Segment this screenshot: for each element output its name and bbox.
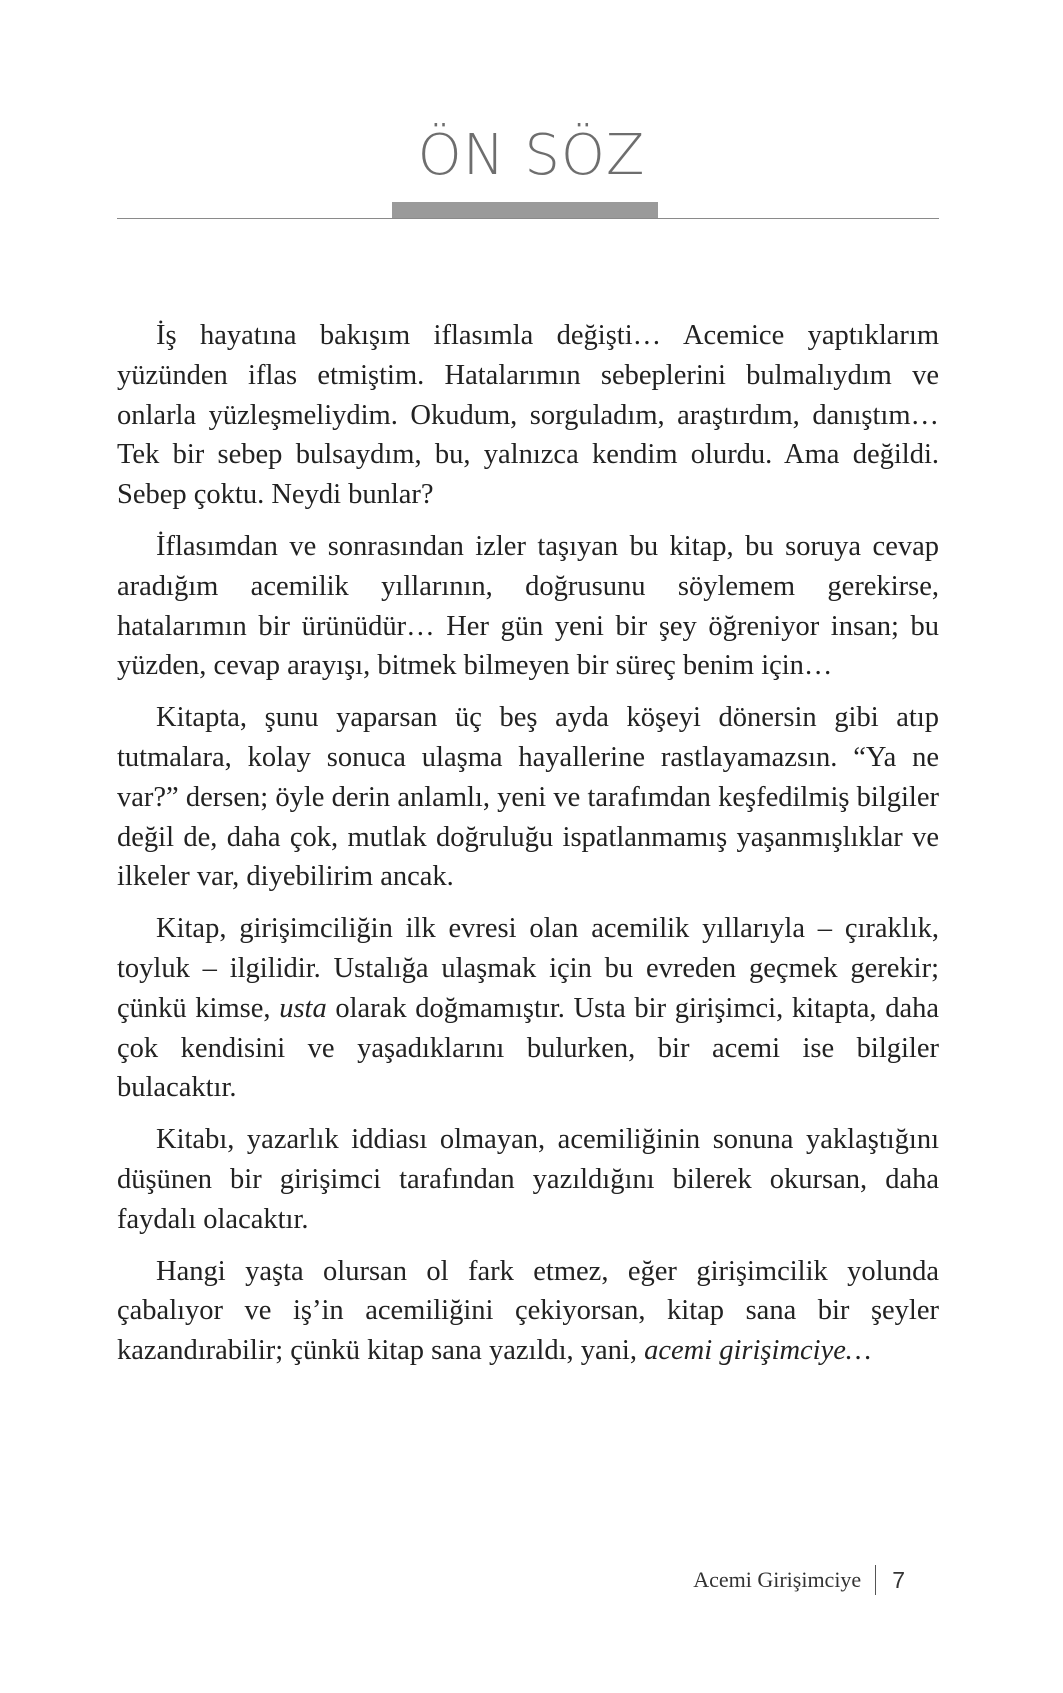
footer-book-title: Acemi Girişimciye	[693, 1567, 862, 1592]
paragraph-6-emphasis: acemi girişimciye…	[644, 1335, 872, 1367]
page-footer	[693, 1565, 905, 1595]
paragraph-6-before: Hangi yaşta olursan ol fark etmez, eğer girişimcilik yolunda çabalıyor ve iş’in acemiliğini çekiyorsan, kitap sana bir şeyler kazandırabilir; çünkü kitap sana yazıldı, yani,	[117, 1255, 939, 1367]
paragraph-4-after: olarak doğmamıştır. Usta bir girişimci, kitapta, daha çok kendisini ve yaşadıklarını bulurken, bir acemi ise bilgiler bulacaktır.	[117, 992, 939, 1104]
title-underline-rule	[117, 218, 939, 219]
title-accent-bar	[392, 202, 658, 218]
page-title: ÖN SÖZ	[417, 123, 646, 188]
paragraph-4-before: Kitap, girişimciliğin ilk evresi olan acemilik yıllarıyla – çıraklık, toyluk – ilgilidir. Ustalığa ulaşmak için bu evreden geçmek gerekir; çünkü kimse,	[117, 913, 939, 1024]
paragraph-5: Kitabı, yazarlık iddiası olmayan, acemiliğinin sonuna yaklaştığını düşünen bir girişimci tarafından yazıldığını bilerek okursan, daha faydalı olacaktır.	[117, 1124, 939, 1235]
paragraph-2: İflasımdan ve sonrasından izler taşıyan bu kitap, bu soruya cevap aradığım acemilik yıllarının, doğrusunu söylemem gerekirse, hatalarımın bir ürünüdür… Her gün yeni bir şey öğreniyor insan; bu yüzden, cevap arayışı, bitmek bilmeyen bir süreç benim için…	[117, 530, 939, 682]
paragraph-4-emphasis: usta	[279, 992, 327, 1024]
paragraph-4	[117, 909, 939, 1108]
footer-divider	[875, 1565, 876, 1595]
body-text	[117, 316, 939, 1383]
page-number: 7	[892, 1566, 905, 1593]
paragraph-3: Kitapta, şunu yaparsan üç beş ayda köşeyi dönersin gibi atıp tutmalara, kolay sonuca ulaşma hayallerine rastlayamazsın. “Ya ne var?” dersen; öyle derin anlamlı, yeni ve tarafımdan keşfedilmiş bilgiler değil de, daha çok, mutlak doğruluğu ispatlanmamış yaşanmışlıklar ve ilkeler var, diyebilirim ancak.	[117, 702, 939, 893]
paragraph-6	[117, 1252, 939, 1371]
paragraph-1: İş hayatına bakışım iflasımla değişti… Acemice yaptıklarım yüzünden iflas etmiştim. Hatalarımın sebeplerini bulmalıydım ve onlarla yüzleşmeliydim. Okudum, sorguladım, araştırdım, danıştım… Tek bir sebep bulsaydım, bu, yalnızca kendim olurdu. Ama değildi. Sebep çoktu. Neydi bunlar?	[117, 320, 939, 511]
